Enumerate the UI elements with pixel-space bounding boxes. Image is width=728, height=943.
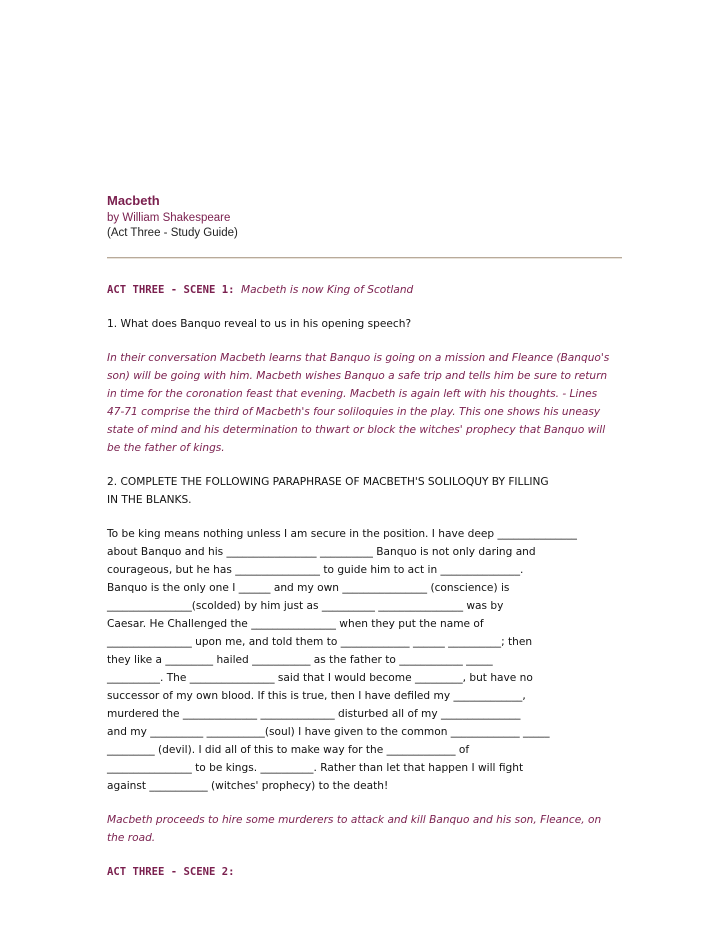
paraphrase-line: __________. The ________________ said that I would become _________, but have no <box>107 672 533 684</box>
soliloquy-paraphrase <box>107 525 622 795</box>
author-byline: by William Shakespeare <box>107 212 231 224</box>
scene1-heading <box>107 281 622 299</box>
answer-1-line: in time for the coronation feast that evening. Macbeth is again left with his thoughts. - Lines <box>107 388 598 400</box>
question-2-line: IN THE BLANKS. <box>107 494 192 506</box>
question-1: 1. What does Banquo reveal to us in his opening speech? <box>107 318 412 330</box>
paraphrase-line: Caesar. He Challenged the ________________ when they put the name of <box>107 618 484 630</box>
question-2 <box>107 473 622 509</box>
scene2-heading: ACT THREE - SCENE 2: <box>107 866 235 878</box>
paraphrase-line: ________________ upon me, and told them to _____________ ______ __________; then <box>107 636 533 648</box>
paraphrase-line: courageous, but he has ________________ to guide him to act in _______________. <box>107 564 524 576</box>
answer-1-line: 47-71 comprise the third of Macbeth's four soliloquies in the play. This one shows his uneasy <box>107 406 601 418</box>
narration <box>107 811 622 847</box>
paraphrase-line: successor of my own blood. If this is true, then I have defiled my _____________, <box>107 690 526 702</box>
paraphrase-line: murdered the ______________ ______________ disturbed all of my _______________ <box>107 708 521 720</box>
paraphrase-line: about Banquo and his _________________ __________ Banquo is not only daring and <box>107 546 536 558</box>
paraphrase-line: against ___________ (witches' prophecy) to the death! <box>107 780 389 792</box>
scene1-subheading: Macbeth is now King of Scotland <box>240 284 414 296</box>
paraphrase-line: To be king means nothing unless I am secure in the position. I have deep _______________ <box>107 528 577 540</box>
answer-1 <box>107 349 622 457</box>
document-subtitle: (Act Three - Study Guide) <box>107 227 238 239</box>
paraphrase-line: ________________ to be kings. __________. Rather than let that happen I will fight <box>107 762 524 774</box>
narration-line: the road. <box>107 832 156 844</box>
document-title: Macbeth <box>107 193 160 208</box>
answer-1-line: son) will be going with him. Macbeth wishes Banquo a safe trip and tells him be sure to return <box>107 370 608 382</box>
answer-1-line: In their conversation Macbeth learns that Banquo is going on a mission and Fleance (Banquo's <box>107 352 610 364</box>
question-2-line: 2. COMPLETE THE FOLLOWING PARAPHRASE OF MACBETH'S SOLILOQUY BY FILLING <box>107 476 549 488</box>
paraphrase-line: they like a _________ hailed ___________ as the father to ____________ _____ <box>107 654 493 666</box>
answer-1-line: state of mind and his determination to thwart or block the witches' prophecy that Banquo will <box>107 424 606 436</box>
scene1-heading-label: ACT THREE - SCENE 1: <box>107 284 235 296</box>
study-guide-page <box>107 192 622 881</box>
narration-line: Macbeth proceeds to hire some murderers to attack and kill Banquo and his son, Fleance, on <box>107 814 602 826</box>
paraphrase-line: ________________(scolded) by him just as __________ ________________ was by <box>107 600 504 612</box>
paraphrase-line: and my __________ ___________(soul) I have given to the common _____________ _____ <box>107 726 550 738</box>
horizontal-rule <box>107 257 622 259</box>
paraphrase-line: Banquo is the only one I ______ and my own ________________ (conscience) is <box>107 582 510 594</box>
answer-1-line: be the father of kings. <box>107 442 225 454</box>
paraphrase-line: _________ (devil). I did all of this to make way for the _____________ of <box>107 744 470 756</box>
